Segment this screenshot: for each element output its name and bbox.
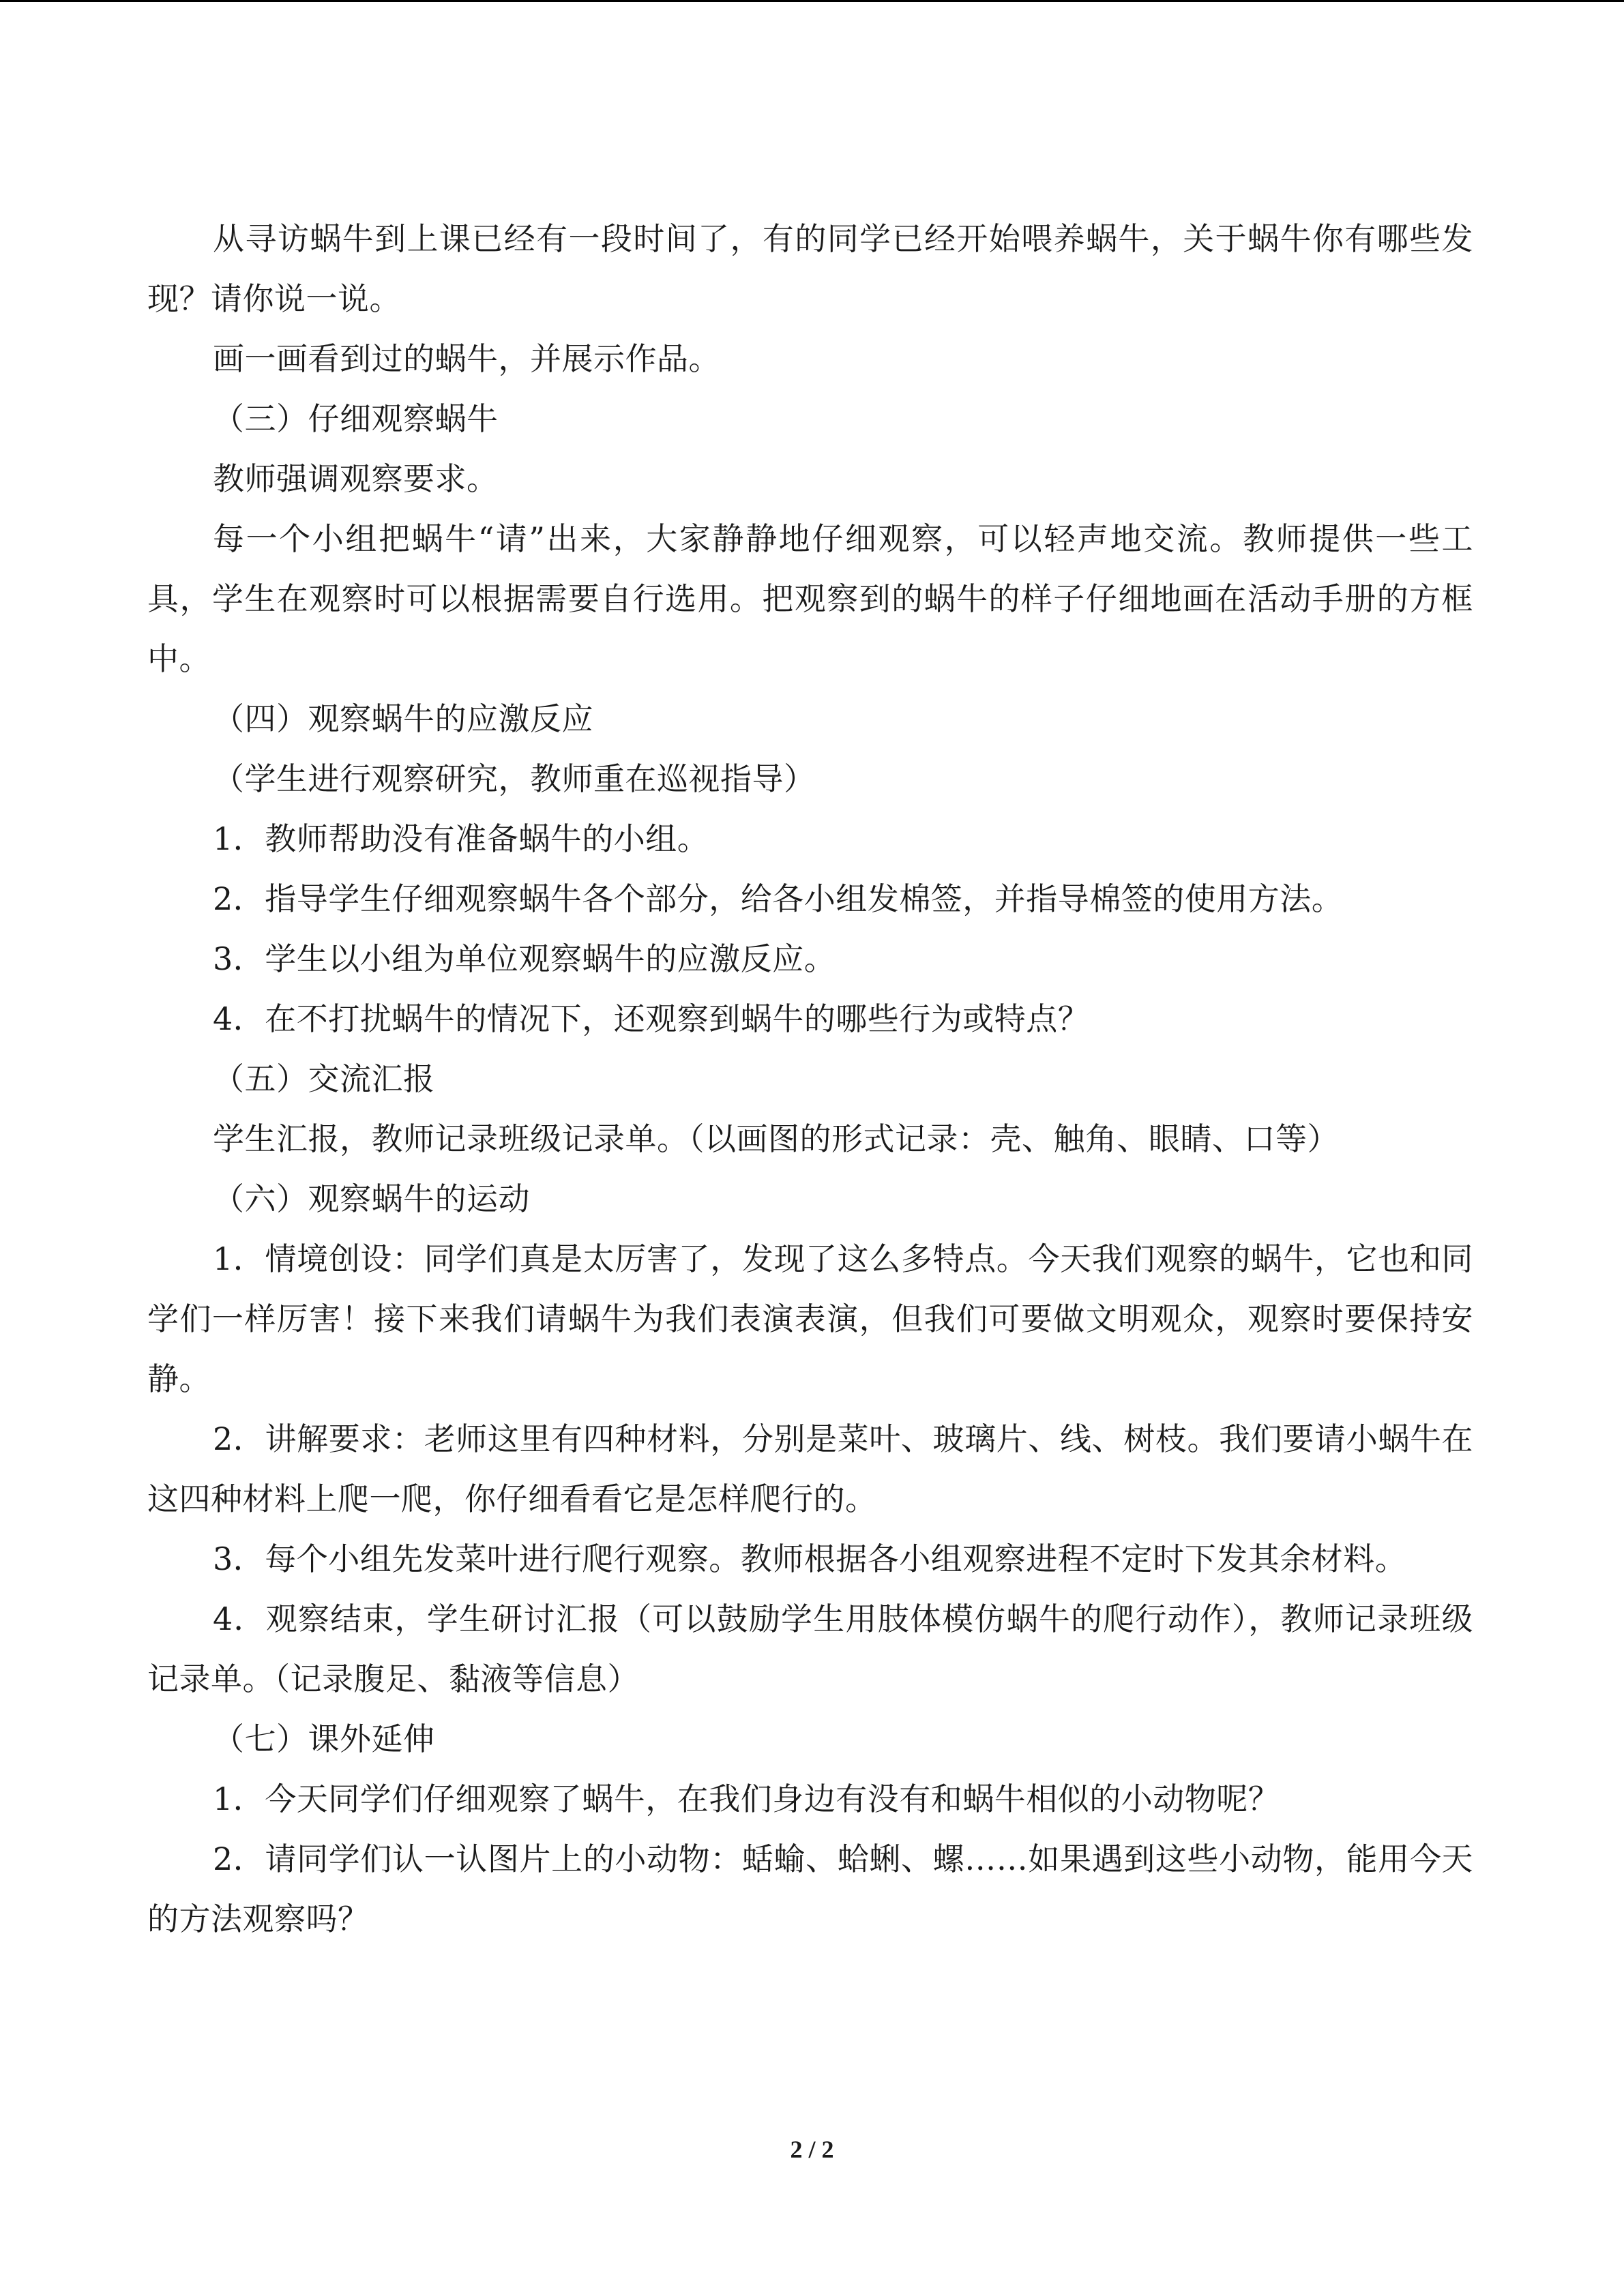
- document-body: [147, 209, 1473, 1949]
- page-number: 2 / 2: [790, 2136, 834, 2163]
- list-item-4-1: 1．教师帮助没有准备蜗牛的小组。: [213, 820, 709, 857]
- list-item-7-1: 1．今天同学们仔细观察了蜗牛，在我们身边有没有和蜗牛相似的小动物呢？: [213, 1780, 1280, 1817]
- section-heading-7: （七）课外延伸: [213, 1720, 435, 1757]
- paragraph-report: 学生汇报，教师记录班级记录单。（以画图的形式记录：壳、触角、眼睛、口等）: [213, 1120, 1339, 1157]
- paragraph-observation-requirements: 教师强调观察要求。: [213, 460, 499, 497]
- list-item-4-2: 2．指导学生仔细观察蜗牛各个部分，给各小组发棉签，并指导棉签的使用方法。: [213, 880, 1344, 917]
- section-heading-6: （六）观察蜗牛的运动: [213, 1180, 530, 1217]
- section-heading-5: （五）交流汇报: [213, 1060, 435, 1097]
- top-border-line: [0, 0, 1624, 2]
- list-item-6-1: 1．情境创设：同学们真是太厉害了，发现了这么多特点。今天我们观察的蜗牛，它也和同学们一样厉害！接下来我们请蜗牛为我们表演表演，但我们可要做文明观众，观察时要保持安静。: [147, 1240, 1473, 1397]
- paragraph-guidance-note: （学生进行观察研究，教师重在巡视指导）: [213, 760, 816, 797]
- paragraph-draw-snail: 画一画看到过的蜗牛，并展示作品。: [213, 340, 720, 377]
- list-item-6-4: 4．观察结束，学生研讨汇报（可以鼓励学生用肢体模仿蜗牛的爬行动作），教师记录班级记录单。（记录腹足、黏液等信息）: [147, 1600, 1473, 1697]
- section-heading-4: （四）观察蜗牛的应激反应: [213, 700, 593, 737]
- section-heading-3: （三）仔细观察蜗牛: [213, 400, 499, 437]
- paragraph-group-observation: 每一个小组把蜗牛“请”出来，大家静静地仔细观察，可以轻声地交流。教师提供一些工具，学生在观察时可以根据需要自行选用。把观察到的蜗牛的样子仔细地画在活动手册的方框中。: [147, 520, 1473, 677]
- list-item-7-2: 2．请同学们认一认图片上的小动物：蛞蝓、蛤蜊、螺……如果遇到这些小动物，能用今天的方法观察吗？: [147, 1840, 1473, 1937]
- list-item-4-4: 4．在不打扰蜗牛的情况下，还观察到蜗牛的哪些行为或特点？: [213, 1000, 1090, 1037]
- list-item-6-3: 3．每个小组先发菜叶进行爬行观察。教师根据各小组观察进程不定时下发其余材料。: [213, 1540, 1407, 1577]
- list-item-6-2: 2．讲解要求：老师这里有四种材料，分别是菜叶、玻璃片、线、树枝。我们要请小蜗牛在这四种材料上爬一爬，你仔细看看它是怎样爬行的。: [147, 1420, 1473, 1517]
- paragraph-discovery: 从寻访蜗牛到上课已经有一段时间了，有的同学已经开始喂养蜗牛，关于蜗牛你有哪些发现？请你说一说。: [147, 220, 1473, 317]
- list-item-4-3: 3．学生以小组为单位观察蜗牛的应激反应。: [213, 940, 836, 977]
